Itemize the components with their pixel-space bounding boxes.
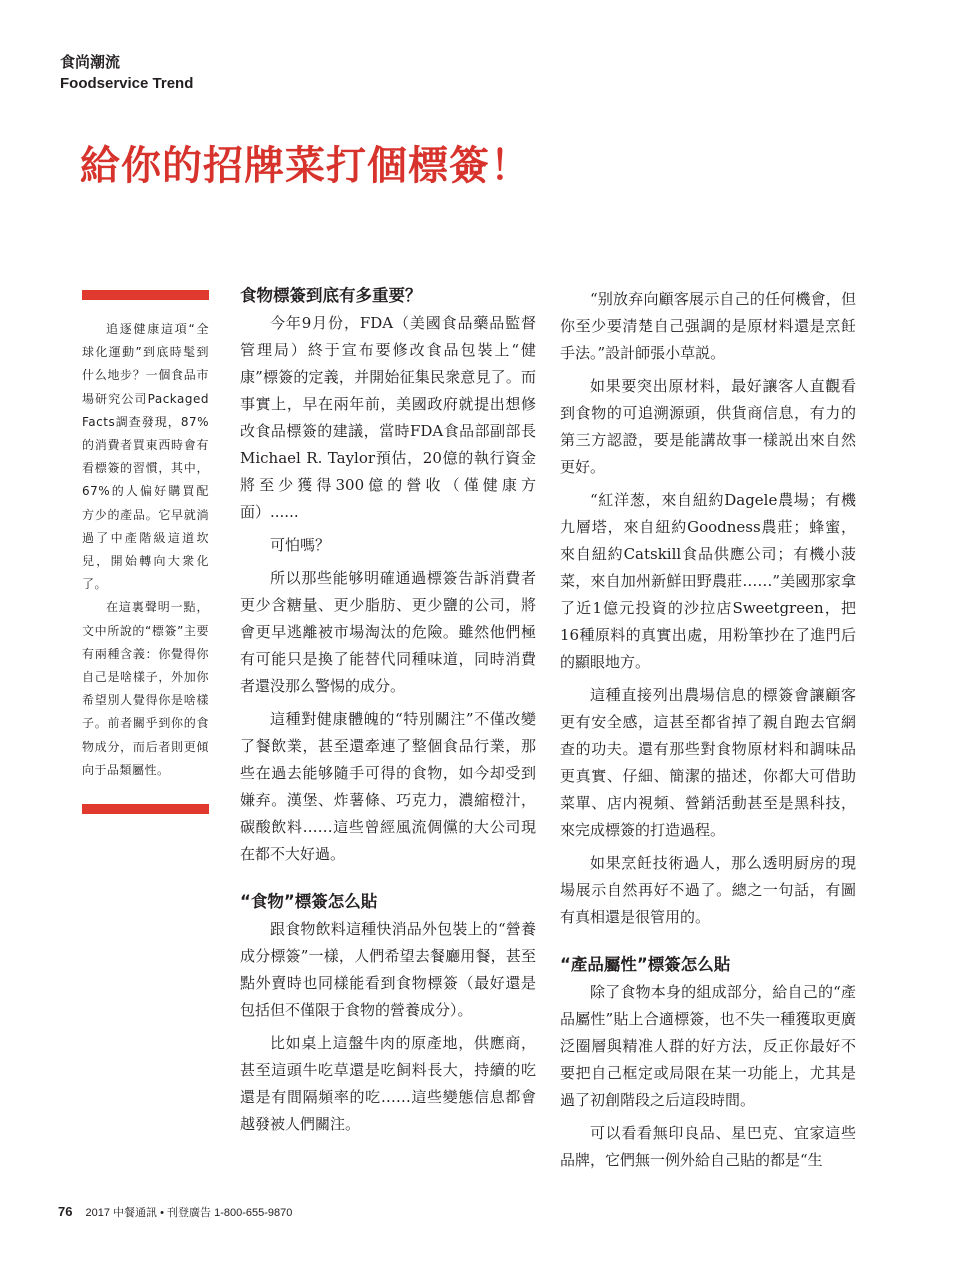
article-title: 給你的招牌菜打個標簽！ — [80, 142, 531, 189]
body-paragraph: 今年9月份，FDA（美國食品藥品監督管理局）終于宣布要修改食品包裝上“健康”標簽的定義，并開始征集民衆意見了。而事實上，早在兩年前，美國政府就提出想修改食品標簽的建議，當時FDA食品部副部長 Michael R. Taylor預估，20億的執行資金將至少獲得300億的營收（僅健康方面）...... — [240, 314, 536, 521]
body-paragraph: 可怕嗎？ — [270, 536, 331, 554]
body-paragraph: 可以看看無印良品、星巴克、宜家這些品牌，它們無一例外給自己貼的都是“生 — [560, 1124, 856, 1169]
sidebar-bottom-bar — [82, 804, 209, 814]
body-paragraph: 如果要突出原材料，最好讓客人直觀看到食物的可追溯源頭，供貨商信息，有力的第三方認證，要是能講故事一樣説出來自然更好。 — [560, 377, 856, 476]
body-paragraph: 所以那些能够明確通過標簽告訴消費者更少含糖量、更少脂肪、更少鹽的公司，將會更早逃離被市場淘汰的危險。雖然他們極有可能只是換了能替代同種味道，同時消費者還没那么警惕的成分。 — [240, 569, 536, 695]
section-header — [60, 52, 193, 94]
sidebar-top-bar — [82, 290, 209, 300]
section-heading: 食物標簽到底有多重要？ — [240, 286, 422, 305]
sidebar-intro — [82, 290, 209, 814]
sidebar-text — [82, 318, 209, 782]
body-paragraph: “别放弃向顧客展示自己的任何機會，但你至少要清楚自己强調的是原材料還是烹飪手法。”設計師張小草説。 — [560, 290, 856, 362]
sidebar-paragraph: 追逐健康這項“全球化運動”到底時髦到什么地步？一個食品市場研究公司Packaged Facts調查發現，87%的消費者買東西時會有看標簽的習慣，其中，67%的人偏好購買配方少的產品。它早就淌過了中產階級這道坎兒，開始轉向大衆化了。 — [82, 322, 209, 592]
body-paragraph: 比如桌上這盤牛肉的原產地，供應商，甚至這頭牛吃草還是吃飼料長大，持續的吃還是有間隔頻率的吃……這些變態信息都會越發被人們關注。 — [240, 1034, 536, 1133]
body-paragraph: “紅洋葱，來自紐約Dagele農場；有機九層塔，來自紐約Goodness農莊；蜂蜜，來自紐約Catskill食品供應公司；有機小菠菜，來自加州新鮮田野農莊……”美國那家拿了近1億元投資的沙拉店Sweetgreen，把16種原料的真實出處，用粉筆抄在了進門后的顯眼地方。 — [560, 491, 856, 671]
body-paragraph: 這種直接列出農場信息的標簽會讓顧客更有安全感，這甚至都省掉了親自跑去官網查的功夫。還有那些對食物原材料和調味品更真實、仔細、簡潔的描述，你都大可借助菜單、店内視頻、營銷活動甚至是黑科技，來完成標簽的打造過程。 — [560, 686, 856, 839]
body-paragraph: 除了食物本身的組成部分，給自己的“產品屬性”貼上合適標簽，也不失一種獲取更廣泛圈層與精准人群的好方法，反正你最好不要把自己框定或局限在某一功能上，尤其是過了初創階段之后這段時間。 — [560, 983, 856, 1109]
section-name-chinese: 食尚潮流 — [60, 53, 121, 71]
page-footer — [58, 1204, 292, 1220]
sidebar-paragraph: 在這裏聲明一點，文中所說的“標簽”主要有兩種含義：你覺得你自己是啥樣子，外加你希望別人覺得你是啥樣子。前者關乎到你的食物成分，而后者則更傾向于品類屬性。 — [82, 600, 209, 777]
article-column-2 — [560, 286, 856, 1180]
section-heading: “食物”標簽怎么貼 — [240, 892, 378, 911]
page-number: 76 — [58, 1204, 73, 1219]
article-column-1 — [240, 282, 536, 1144]
footer-text: 2017 中餐通訊 • 刊登廣告 1-800-655-9870 — [85, 1207, 293, 1219]
body-paragraph: 這種對健康體魄的“特別關注”不僅改變了餐飲業，甚至還牽連了整個食品行業，那些在過去能够隨手可得的食物，如今却受到嫌弃。漢堡、炸薯條、巧克力，濃縮橙汁，碳酸飲料……這些曾經風流倜儻的大公司現在都不大好過。 — [240, 710, 536, 863]
section-name-english: Foodservice Trend — [60, 75, 194, 92]
section-heading: “產品屬性”標簽怎么貼 — [560, 955, 731, 974]
body-paragraph: 跟食物飲料這種快消品外包裝上的“營養成分標簽”一樣，人們希望去餐廳用餐，甚至點外賣時也同樣能看到食物標簽（最好還是包括但不僅限于食物的營養成分）。 — [240, 920, 536, 1019]
body-paragraph: 如果烹飪技術過人，那么透明厨房的現場展示自然再好不過了。總之一句話，有圖有真相還是很管用的。 — [560, 854, 856, 926]
